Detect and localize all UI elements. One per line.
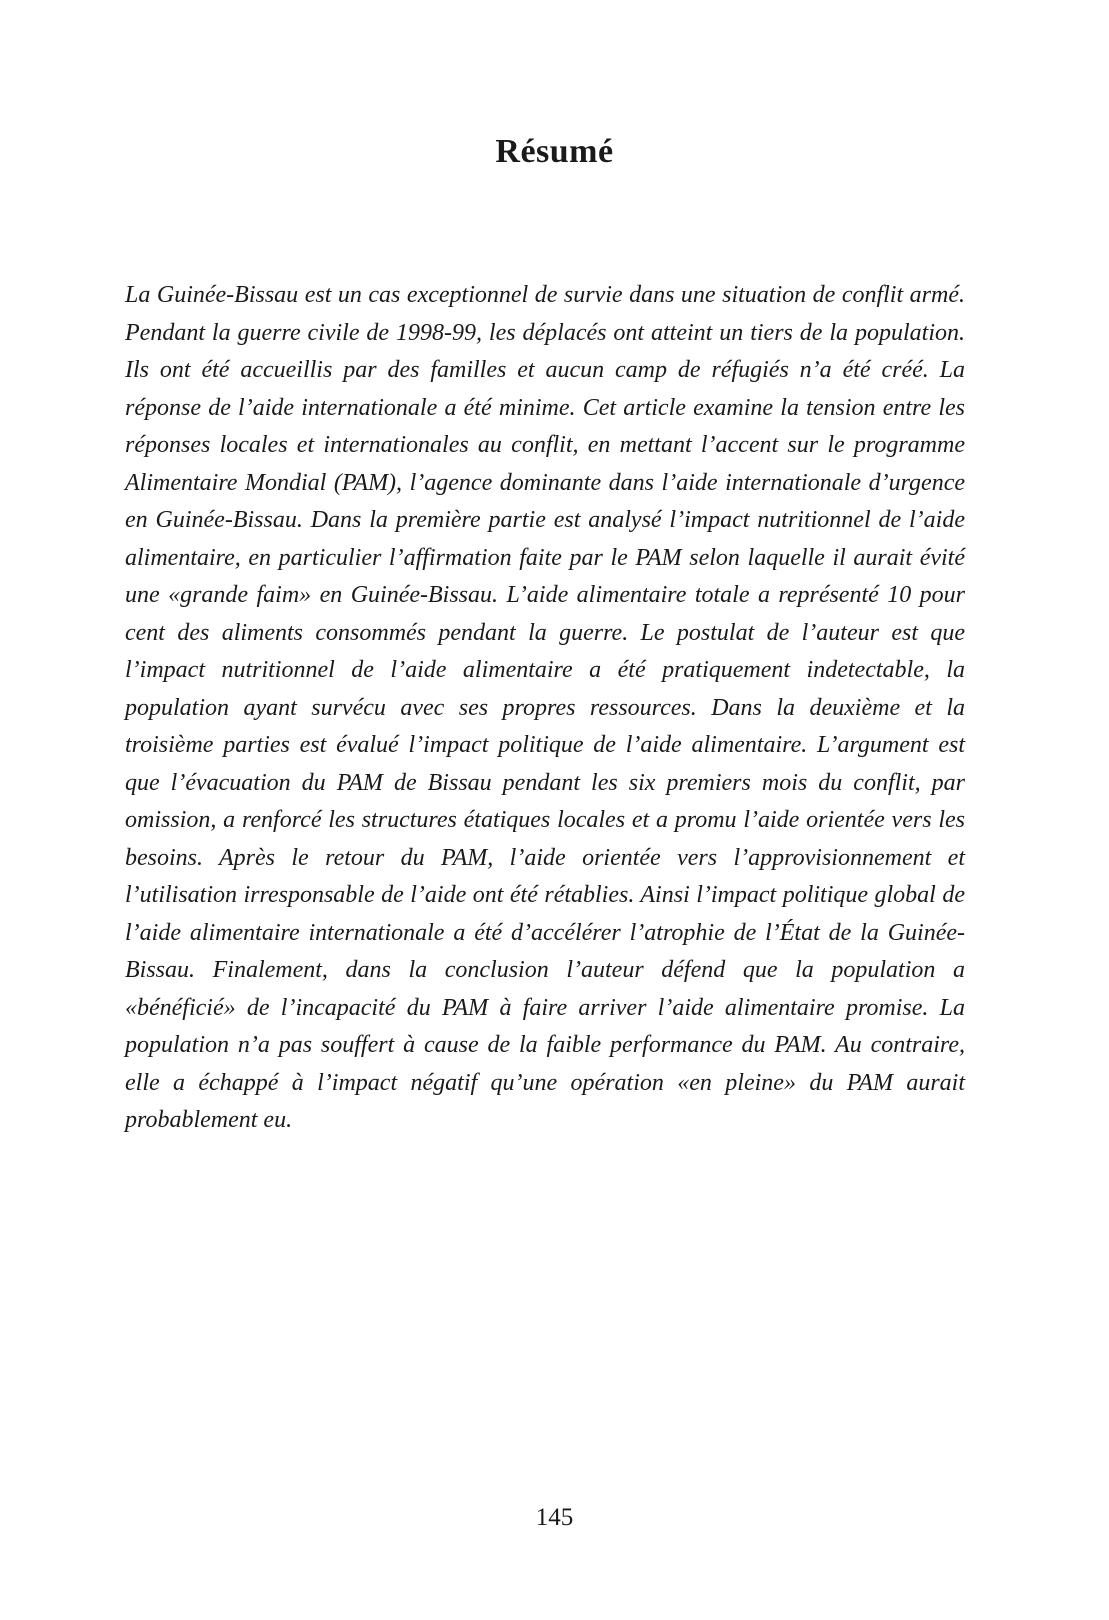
abstract-paragraph: La Guinée-Bissau est un cas exceptionnel de survie dans une situation de conflit armé. Pendant la guerre civile de 1998-99, les déplacés ont atteint un tiers de la population. Ils ont été accueillis par des familles et aucun camp de réfugiés n’a été créé. La réponse de l’aide internationale a été minime. Cet article examine la tension entre les réponses locales et internationales au conflit, en mettant l’accent sur le programme Alimentaire Mondial (PAM), l’agence dominante dans l’aide internationale d’urgence en Guinée-Bissau. Dans la première partie est analysé l’impact nutritionnel de l’aide alimentaire, en particulier l’affirmation faite par le PAM selon laquelle il aurait évité une «grande faim» en Guinée-Bissau. L’aide alimentaire totale a représenté 10 pour cent des aliments consommés pendant la guerre. Le postulat de l’auteur est que l’impact nutritionnel de l’aide alimentaire a été pratiquement indetectable, la population ayant survécu avec ses propres ressources. Dans la deuxième et la troisième parties est évalué l’impact politique de l’aide alimentaire. L’argument est que l’évacuation du PAM de Bissau pendant les six premiers mois du conflit, par omission, a renforcé les structures étatiques locales et a promu l’aide orientée vers les besoins. Après le retour du PAM, l’aide orientée vers l’approvisionnement et l’utilisation irresponsable de l’aide ont été rétablies. Ainsi l’impact politique global de l’aide alimentaire internationale a été d’accélérer l’atrophie de l’État de la Guinée-Bissau. Finalement, dans la conclusion l’auteur défend que la population a «bénéficié» de l’incapacité du PAM à faire arriver l’aide alimentaire promise. La population n’a pas souffert à cause de la faible performance du PAM. Au contraire, elle a échappé à l’impact négatif qu’une opération «en pleine» du PAM aurait probablement eu. [125,282,965,1133]
page-title: Résumé [495,133,614,170]
page-number: 145 [535,1504,574,1531]
